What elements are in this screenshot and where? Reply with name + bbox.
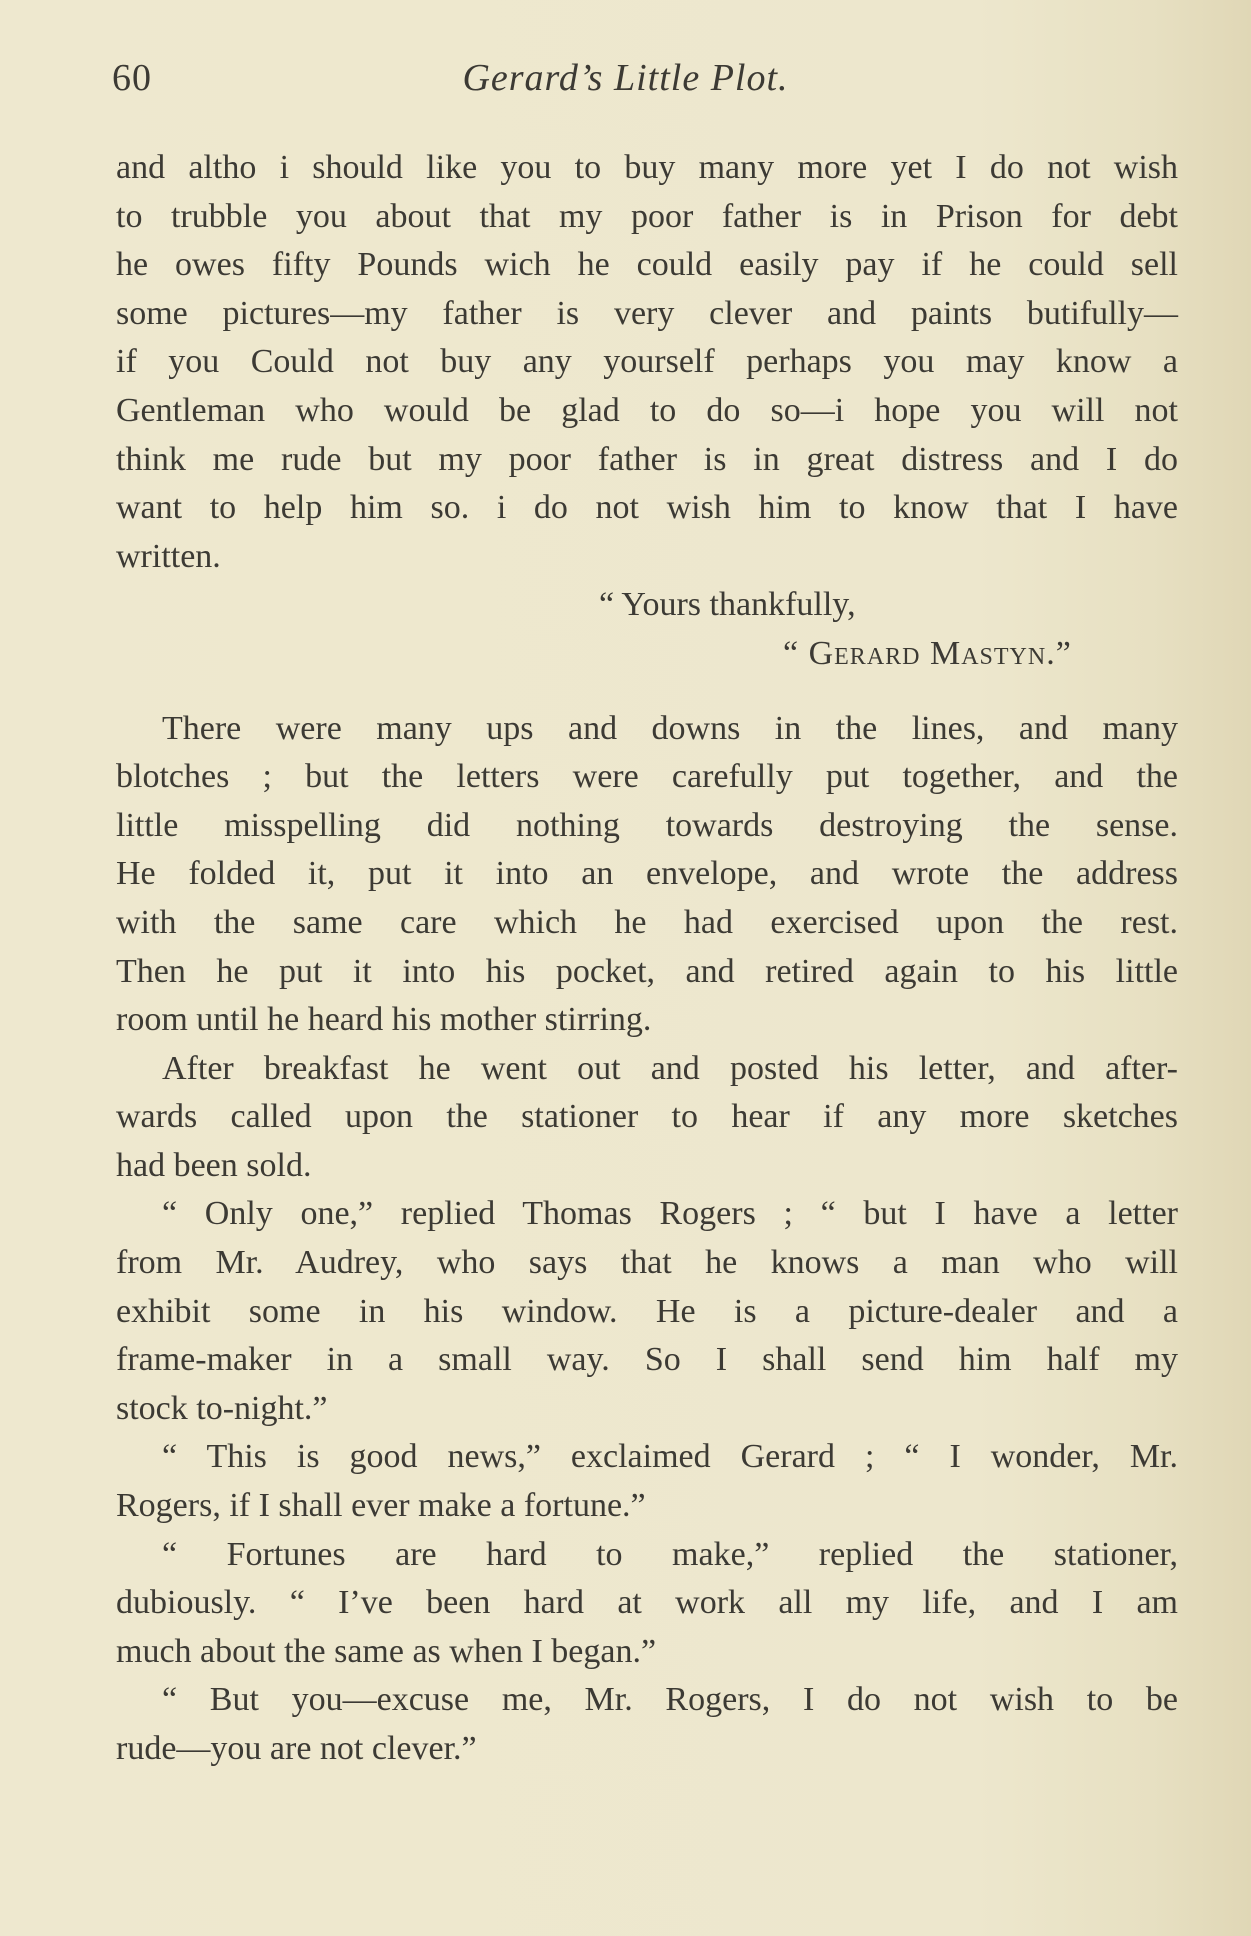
text-line: “ But you—excuse me, Mr. Rogers, I do not wish to be (162, 1681, 1178, 1719)
letter-closing: “ Yours thankfully, (599, 586, 856, 624)
page-number: 60 (112, 57, 152, 99)
letter-line: want to help him so. i do not wish him to know that I have (116, 489, 1178, 527)
text-line: Then he put it into his pocket, and retired again to his little (116, 952, 1178, 990)
text-line: “ Only one,” replied Thomas Rogers ; “ but I have a letter (162, 1195, 1178, 1233)
text-line: wards called upon the stationer to hear if any more sketches (116, 1098, 1178, 1136)
letter-signature-name: “ Gerard Mastyn.” (783, 634, 1072, 672)
text-line: room until he heard his mother stirring. (116, 1001, 652, 1039)
paragraph (116, 1676, 1178, 1773)
paragraph (116, 1045, 1178, 1191)
text-line: “ This is good news,” exclaimed Gerard ; “ I wonder, Mr. (162, 1438, 1178, 1476)
text-line: little misspelling did nothing towards destroying the sense. (116, 806, 1178, 844)
text-line: from Mr. Audrey, who says that he knows a man who will (116, 1244, 1178, 1282)
text-line: exhibit some in his window. He is a picture-dealer and a (116, 1292, 1178, 1330)
letter-line: if you Could not buy any yourself perhaps you may know a (116, 343, 1178, 381)
text-line: much about the same as when I began.” (116, 1632, 657, 1670)
letter-line: written. (116, 537, 221, 575)
letter-line: think me rude but my poor father is in great distress and I do (116, 440, 1178, 478)
text-line: had been sold. (116, 1146, 312, 1184)
text-line: After breakfast he went out and posted his letter, and after- (162, 1049, 1178, 1087)
paragraph (116, 1190, 1178, 1433)
page-header (110, 56, 1141, 106)
paragraph (116, 705, 1178, 1045)
letter-text (116, 144, 1178, 581)
text-line: blotches ; but the letters were carefully put together, and the (116, 758, 1178, 796)
text-line: stock to-night.” (116, 1389, 328, 1427)
running-title: Gerard’s Little Plot. (462, 57, 789, 99)
body-text (116, 144, 1178, 1774)
letter-line: and altho i should like you to buy many more yet I do not wish (116, 149, 1178, 186)
letter-line: to trubble you about that my poor father is in Prison for debt (116, 197, 1178, 235)
letter-line: he owes fifty Pounds wich he could easily pay if he could sell (116, 246, 1178, 284)
text-line: frame-maker in a small way. So I shall send him half my (116, 1341, 1178, 1379)
paragraph (116, 1531, 1178, 1677)
letter-line: some pictures—my father is very clever and paints butifully— (116, 294, 1178, 332)
text-line: He folded it, put it into an envelope, and wrote the address (116, 855, 1178, 893)
paragraph (116, 1433, 1178, 1530)
text-line: There were many ups and downs in the lines, and many (162, 709, 1178, 747)
text-line: dubiously. “ I’ve been hard at work all my life, and I am (116, 1584, 1178, 1622)
letter-signature (116, 581, 1178, 678)
text-line: “ Fortunes are hard to make,” replied the stationer, (162, 1535, 1178, 1573)
letter-line: Gentleman who would be glad to do so—i hope you will not (116, 391, 1178, 429)
text-line: Rogers, if I shall ever make a fortune.” (116, 1487, 646, 1525)
text-line: rude—you are not clever.” (116, 1730, 477, 1767)
text-line: with the same care which he had exercised upon the rest. (116, 903, 1178, 941)
